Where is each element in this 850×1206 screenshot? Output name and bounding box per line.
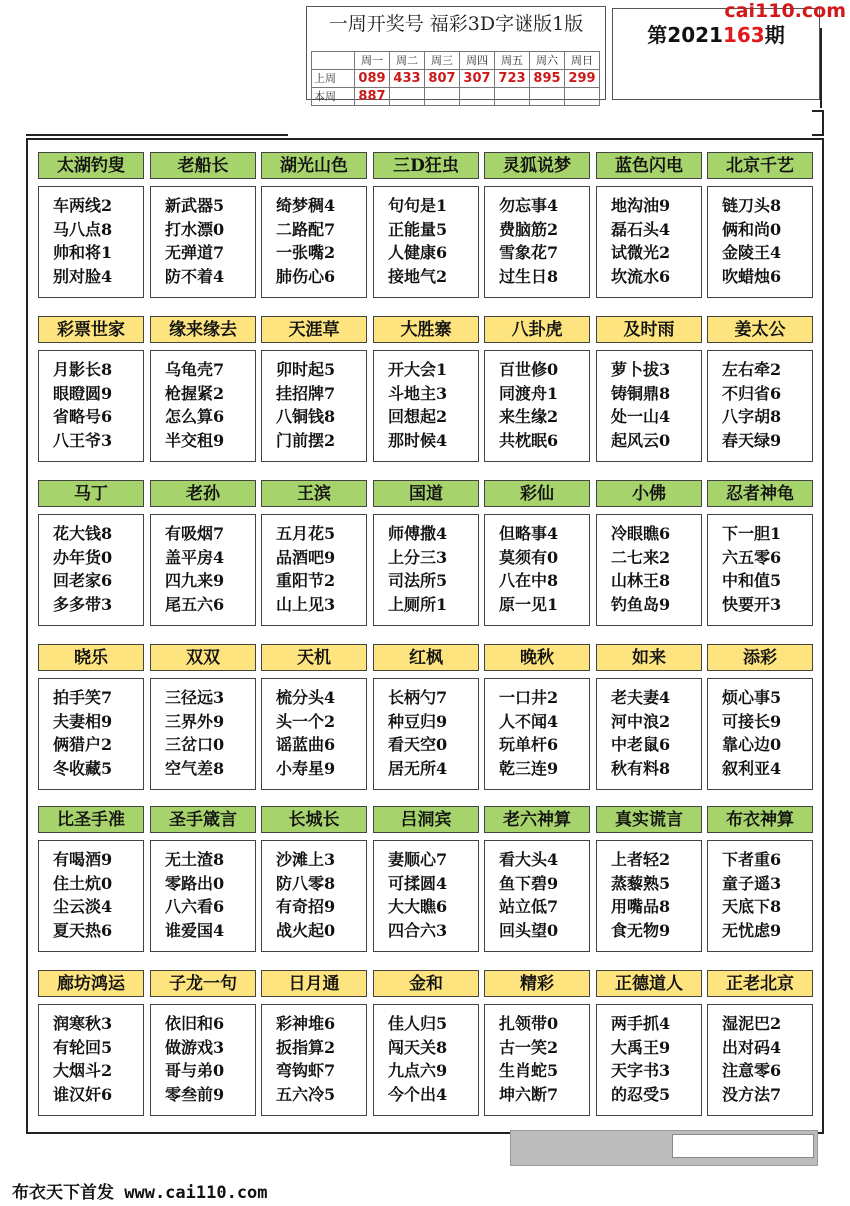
clue-list <box>150 1004 256 1116</box>
clue-line: 一口井2 <box>499 688 559 707</box>
clue-line: 靠心边0 <box>722 735 782 754</box>
clue-line: 九点六9 <box>388 1061 448 1080</box>
clue-list <box>596 1004 702 1116</box>
day-header: 周六 <box>530 52 565 70</box>
block-title: 吕洞宾 <box>373 806 479 833</box>
clue-line: 别对脸4 <box>53 266 113 286</box>
clue-line: 生肖蛇5 <box>499 1061 559 1080</box>
clue-line: 门前摆2 <box>276 430 336 450</box>
divider <box>812 110 824 136</box>
clue-line: 共枕眠6 <box>499 430 559 450</box>
block-title: 北京千艺 <box>707 152 813 179</box>
issue-suffix: 期 <box>764 23 785 47</box>
clue-line: 八六看6 <box>165 897 225 916</box>
clue-line: 居无所4 <box>388 758 448 778</box>
clue-line: 秋有料8 <box>611 758 671 778</box>
clue-list <box>150 840 256 952</box>
clue-line: 三岔口0 <box>165 735 225 754</box>
draw-number: 723 <box>495 70 530 88</box>
page-title: 一周开奖号 福彩3D字谜版1版 <box>328 13 584 35</box>
clue-line: 费脑筋2 <box>499 219 559 239</box>
weekly-draw-table <box>311 51 600 106</box>
clue-list <box>150 678 256 790</box>
clue-line: 谣蓝曲6 <box>276 735 336 754</box>
clue-line: 正能量5 <box>388 219 448 239</box>
clue-line: 玩单杆6 <box>499 735 559 754</box>
clue-line: 五月花5 <box>276 524 336 543</box>
clue-list <box>484 840 590 952</box>
clue-line: 花大钱8 <box>53 524 113 543</box>
clue-line: 多多带3 <box>53 594 113 614</box>
block-title: 小佛 <box>596 480 702 507</box>
clue-line: 夫妻相9 <box>53 711 113 731</box>
clue-line: 润寒秋3 <box>53 1014 113 1033</box>
clue-list <box>707 678 813 790</box>
block-title: 正老北京 <box>707 970 813 997</box>
clue-list <box>150 186 256 298</box>
clue-line: 月影长8 <box>53 360 113 379</box>
day-header: 周三 <box>425 52 460 70</box>
clue-line: 乾三连9 <box>499 758 559 778</box>
clue-line: 大烟斗2 <box>53 1061 113 1080</box>
block-title: 廊坊鸿运 <box>38 970 144 997</box>
clue-line: 春天绿9 <box>722 430 782 450</box>
block-title: 灵狐说梦 <box>484 152 590 179</box>
clue-list <box>261 186 367 298</box>
clue-line: 那时候4 <box>388 430 448 450</box>
block-title: 三D狂虫 <box>373 152 479 179</box>
footer-credit: 布衣天下首发 www.cai110.com <box>12 1183 268 1203</box>
clue-line: 坤六断7 <box>499 1084 559 1104</box>
block-title: 马丁 <box>38 480 144 507</box>
draw-number <box>460 88 495 106</box>
draw-number: 089 <box>355 70 390 88</box>
clue-list <box>38 1004 144 1116</box>
clue-list <box>373 350 479 462</box>
clue-line: 五六冷5 <box>276 1084 336 1104</box>
clue-line: 但略事4 <box>499 524 559 543</box>
block-title: 彩票世家 <box>38 316 144 343</box>
clue-list <box>38 840 144 952</box>
clue-line: 重阳节2 <box>276 571 336 590</box>
issue-number: 163 <box>722 23 765 47</box>
clue-line: 防不着4 <box>165 266 225 286</box>
clue-list <box>38 186 144 298</box>
clue-line: 扎领带0 <box>499 1014 559 1033</box>
clue-line: 冬收藏5 <box>53 758 113 778</box>
block-title: 晚秋 <box>484 644 590 671</box>
clue-line: 莫须有0 <box>499 547 559 567</box>
clue-list <box>596 350 702 462</box>
clue-line: 二路配7 <box>276 219 336 239</box>
clue-line: 冷眼瞧6 <box>611 524 671 543</box>
clue-line: 马八点8 <box>53 219 113 239</box>
clue-list <box>596 186 702 298</box>
clue-line: 今个出4 <box>388 1084 448 1104</box>
clue-line: 童子遥3 <box>722 873 782 893</box>
days-row <box>312 52 600 70</box>
clue-line: 零路出0 <box>165 873 225 893</box>
clue-line: 人不闻4 <box>499 711 559 731</box>
clue-line: 谁汉奸6 <box>53 1084 113 1104</box>
clue-line: 过生日8 <box>499 266 559 286</box>
clue-line: 司法所5 <box>388 571 448 590</box>
block-title: 八卦虎 <box>484 316 590 343</box>
block-title: 国道 <box>373 480 479 507</box>
block-title: 精彩 <box>484 970 590 997</box>
day-header: 周一 <box>355 52 390 70</box>
clue-line: 佳人归5 <box>388 1014 448 1033</box>
clue-line: 挂招牌7 <box>276 383 336 403</box>
clue-line: 哥与弟0 <box>165 1061 225 1080</box>
bottom-box <box>672 1134 814 1158</box>
draw-number: 887 <box>355 88 390 106</box>
clue-line: 打水漂0 <box>165 219 225 239</box>
clue-line: 出对码4 <box>722 1037 782 1057</box>
block-title: 缘来缘去 <box>150 316 256 343</box>
clue-line: 三径远3 <box>165 688 225 707</box>
day-header: 周日 <box>565 52 600 70</box>
clue-line: 二七来2 <box>611 547 671 567</box>
clue-line: 尘云淡4 <box>53 897 113 916</box>
clue-line: 原一见1 <box>499 594 559 614</box>
block-title: 红枫 <box>373 644 479 671</box>
clue-line: 没方法7 <box>722 1084 782 1104</box>
clue-line: 钓鱼岛9 <box>611 594 671 614</box>
clue-line: 无土渣8 <box>165 850 225 869</box>
clue-line: 防八零8 <box>276 873 336 893</box>
draw-number <box>565 88 600 106</box>
block-title: 湖光山色 <box>261 152 367 179</box>
clue-line: 可接长9 <box>722 711 782 731</box>
last-week-label: 上周 <box>312 70 355 88</box>
draw-number <box>390 88 425 106</box>
block-title: 老六神算 <box>484 806 590 833</box>
clue-line: 一张嘴2 <box>276 243 336 262</box>
clue-list <box>261 514 367 626</box>
clue-line: 八在中8 <box>499 571 559 590</box>
clue-line: 沙滩上3 <box>276 850 336 869</box>
draw-number <box>530 88 565 106</box>
site-watermark: cai110.com <box>724 0 846 22</box>
clue-line: 三界外9 <box>165 711 225 731</box>
clue-line: 盖平房4 <box>165 547 225 567</box>
clue-line: 小寿星9 <box>276 758 336 778</box>
clue-list <box>373 186 479 298</box>
block-title: 大胜寨 <box>373 316 479 343</box>
clue-line: 起风云0 <box>611 430 671 450</box>
draw-number: 307 <box>460 70 495 88</box>
clue-line: 中和值5 <box>722 571 782 590</box>
day-header: 周五 <box>495 52 530 70</box>
clue-line: 长柄勺7 <box>388 688 448 707</box>
clue-line: 山林王8 <box>611 571 671 590</box>
clue-line: 站立低7 <box>499 897 559 916</box>
clue-line: 有吸烟7 <box>165 524 225 543</box>
clue-line: 上厕所1 <box>388 594 448 614</box>
clue-list <box>596 514 702 626</box>
clue-line: 看天空0 <box>388 735 448 754</box>
clue-list <box>484 1004 590 1116</box>
draw-number: 299 <box>565 70 600 88</box>
clue-line: 拍手笑7 <box>53 688 113 707</box>
clue-line: 品酒吧9 <box>276 547 336 567</box>
clue-line: 上者轻2 <box>611 850 671 869</box>
clue-line: 左右牵2 <box>722 360 782 379</box>
clue-list <box>484 678 590 790</box>
clue-line: 省略号6 <box>53 407 113 426</box>
clue-line: 无忧虑9 <box>722 920 782 940</box>
clue-line: 彩神堆6 <box>276 1014 336 1033</box>
clue-line: 老夫妻4 <box>611 688 671 707</box>
clue-line: 办年货0 <box>53 547 113 567</box>
clue-line: 蒸藜熟5 <box>611 873 671 893</box>
day-header: 周四 <box>460 52 495 70</box>
clue-list <box>150 350 256 462</box>
clue-line: 试微光2 <box>611 243 671 262</box>
clue-line: 俩猎户2 <box>53 735 113 754</box>
clue-line: 磊石头4 <box>611 219 671 239</box>
day-header: 周二 <box>390 52 425 70</box>
clue-line: 八字胡8 <box>722 407 782 426</box>
clue-line: 同渡舟1 <box>499 383 559 403</box>
clue-line: 天底下8 <box>722 897 782 916</box>
block-title: 老船长 <box>150 152 256 179</box>
block-title: 真实谎言 <box>596 806 702 833</box>
clue-line: 鱼下碧9 <box>499 873 559 893</box>
issue-prefix: 第2021 <box>647 23 723 47</box>
clue-line: 山上见3 <box>276 594 336 614</box>
clue-line: 勿忘事4 <box>499 196 559 215</box>
this-week-row <box>312 88 600 106</box>
draw-number: 433 <box>390 70 425 88</box>
clue-line: 俩和尚0 <box>722 219 782 239</box>
clue-line: 古一笑2 <box>499 1037 559 1057</box>
clue-line: 接地气2 <box>388 266 448 286</box>
block-title: 长城长 <box>261 806 367 833</box>
clue-list <box>484 514 590 626</box>
weekly-draw-panel <box>306 6 606 104</box>
corner-cell <box>312 52 355 70</box>
block-title: 蓝色闪电 <box>596 152 702 179</box>
clue-line: 萝卜拔3 <box>611 360 671 379</box>
clue-line: 斗地主3 <box>388 383 448 403</box>
clue-line: 回老家6 <box>53 571 113 590</box>
clue-line: 两手抓4 <box>611 1014 671 1033</box>
clue-line: 车两线2 <box>53 196 113 215</box>
block-title: 双双 <box>150 644 256 671</box>
clue-line: 六五零6 <box>722 547 782 567</box>
clue-line: 四九来9 <box>165 571 225 590</box>
block-title: 正德道人 <box>596 970 702 997</box>
clue-line: 看大头4 <box>499 850 559 869</box>
block-title: 彩仙 <box>484 480 590 507</box>
block-title: 布衣神算 <box>707 806 813 833</box>
block-title: 日月通 <box>261 970 367 997</box>
clue-line: 处一山4 <box>611 407 671 426</box>
block-title: 添彩 <box>707 644 813 671</box>
clue-list <box>596 678 702 790</box>
clue-line: 战火起0 <box>276 920 336 940</box>
block-title: 忍者神龟 <box>707 480 813 507</box>
draw-number <box>425 88 460 106</box>
clue-line: 依旧和6 <box>165 1014 225 1033</box>
block-title: 比圣手准 <box>38 806 144 833</box>
clue-list <box>150 514 256 626</box>
block-title: 太湖钓叟 <box>38 152 144 179</box>
clue-line: 头一个2 <box>276 711 336 731</box>
clue-line: 怎么算6 <box>165 407 225 426</box>
clue-list <box>38 678 144 790</box>
clue-list <box>596 840 702 952</box>
clue-list <box>373 678 479 790</box>
clue-line: 回头望0 <box>499 920 559 940</box>
clue-list <box>707 840 813 952</box>
clue-line: 下者重6 <box>722 850 782 869</box>
clue-line: 肺伤心6 <box>276 266 336 286</box>
clue-list <box>707 350 813 462</box>
clue-line: 半交租9 <box>165 430 225 450</box>
clue-list <box>373 1004 479 1116</box>
clue-line: 河中浪2 <box>611 711 671 731</box>
clue-line: 闯天关8 <box>388 1037 448 1057</box>
block-title: 老孙 <box>150 480 256 507</box>
clue-list <box>707 514 813 626</box>
clue-line: 叙利亚4 <box>722 758 782 778</box>
clue-line: 可揉圆4 <box>388 873 448 893</box>
clue-line: 铸铜鼎8 <box>611 383 671 403</box>
clue-line: 坎流水6 <box>611 266 671 286</box>
clue-line: 夏天热6 <box>53 920 113 940</box>
clue-line: 烦心事5 <box>722 688 782 707</box>
clue-list <box>373 514 479 626</box>
clue-line: 零叁前9 <box>165 1084 225 1104</box>
clue-line: 尾五六6 <box>165 594 225 614</box>
clue-line: 人健康6 <box>388 243 448 262</box>
clue-line: 乌龟壳7 <box>165 360 225 379</box>
clue-line: 绮梦稠4 <box>276 196 336 215</box>
clue-line: 谁爱国4 <box>165 920 225 940</box>
clue-line: 大禹王9 <box>611 1037 671 1057</box>
clue-list <box>261 678 367 790</box>
clue-line: 来生缘2 <box>499 407 559 426</box>
divider <box>26 134 288 136</box>
block-title: 晓乐 <box>38 644 144 671</box>
clue-line: 妻顺心7 <box>388 850 448 869</box>
draw-number: 895 <box>530 70 565 88</box>
clue-list <box>261 840 367 952</box>
clue-line: 中老鼠6 <box>611 735 671 754</box>
block-title: 子龙一句 <box>150 970 256 997</box>
clue-line: 八铜钱8 <box>276 407 336 426</box>
block-title: 金和 <box>373 970 479 997</box>
clue-line: 师傅撒4 <box>388 524 448 543</box>
clue-line: 四合六3 <box>388 920 448 940</box>
clue-line: 不归省6 <box>722 383 782 403</box>
clue-line: 的忍受5 <box>611 1084 671 1104</box>
clue-line: 湿泥巴2 <box>722 1014 782 1033</box>
clue-line: 扳指算2 <box>276 1037 336 1057</box>
clue-list <box>38 514 144 626</box>
clue-line: 快要开3 <box>722 594 782 614</box>
this-week-label: 本周 <box>312 88 355 106</box>
clue-list <box>38 350 144 462</box>
clue-line: 空气差8 <box>165 758 225 778</box>
clue-list <box>707 186 813 298</box>
clue-line: 雪象花7 <box>499 243 559 262</box>
clue-list <box>373 840 479 952</box>
clue-list <box>484 350 590 462</box>
clue-line: 有轮回5 <box>53 1037 113 1057</box>
clue-line: 种豆归9 <box>388 711 448 731</box>
clue-line: 眼瞪圆9 <box>53 383 113 403</box>
clue-line: 有奇招9 <box>276 897 336 916</box>
clue-line: 卯时起5 <box>276 360 336 379</box>
clue-line: 新武器5 <box>165 196 225 215</box>
clue-line: 梳分头4 <box>276 688 336 707</box>
block-title: 天机 <box>261 644 367 671</box>
clue-line: 食无物9 <box>611 920 671 940</box>
clue-list <box>261 350 367 462</box>
block-title: 及时雨 <box>596 316 702 343</box>
clue-line: 回想起2 <box>388 407 448 426</box>
clue-line: 住土炕0 <box>53 873 113 893</box>
block-title: 如来 <box>596 644 702 671</box>
clue-line: 下一胆1 <box>722 524 782 543</box>
clue-line: 有喝酒9 <box>53 850 113 869</box>
clue-line: 上分三3 <box>388 547 448 567</box>
clue-line: 用嘴品8 <box>611 897 671 916</box>
block-title: 王滨 <box>261 480 367 507</box>
clue-line: 金陵王4 <box>722 243 782 262</box>
clue-list <box>707 1004 813 1116</box>
draw-number <box>495 88 530 106</box>
clue-line: 八王爷3 <box>53 430 113 450</box>
clue-line: 开大会1 <box>388 360 448 379</box>
clue-line: 链刀头8 <box>722 196 782 215</box>
clue-line: 天字书3 <box>611 1061 671 1080</box>
clue-line: 无弹道7 <box>165 243 225 262</box>
clue-line: 句句是1 <box>388 196 448 215</box>
clue-list <box>261 1004 367 1116</box>
clue-line: 做游戏3 <box>165 1037 225 1057</box>
clue-line: 大大瞧6 <box>388 897 448 916</box>
clue-line: 百世修0 <box>499 360 559 379</box>
issue-label <box>613 19 819 48</box>
clue-line: 地沟油9 <box>611 196 671 215</box>
clue-line: 枪握紧2 <box>165 383 225 403</box>
divider <box>820 28 822 108</box>
clue-line: 吹蜡烛6 <box>722 266 782 286</box>
clue-line: 帅和将1 <box>53 243 113 262</box>
clue-line: 弯钩虾7 <box>276 1061 336 1080</box>
clue-list <box>484 186 590 298</box>
block-title: 天涯草 <box>261 316 367 343</box>
clue-line: 注意零6 <box>722 1061 782 1080</box>
block-title: 圣手箴言 <box>150 806 256 833</box>
draw-number: 807 <box>425 70 460 88</box>
block-title: 姜太公 <box>707 316 813 343</box>
last-week-row <box>312 70 600 88</box>
